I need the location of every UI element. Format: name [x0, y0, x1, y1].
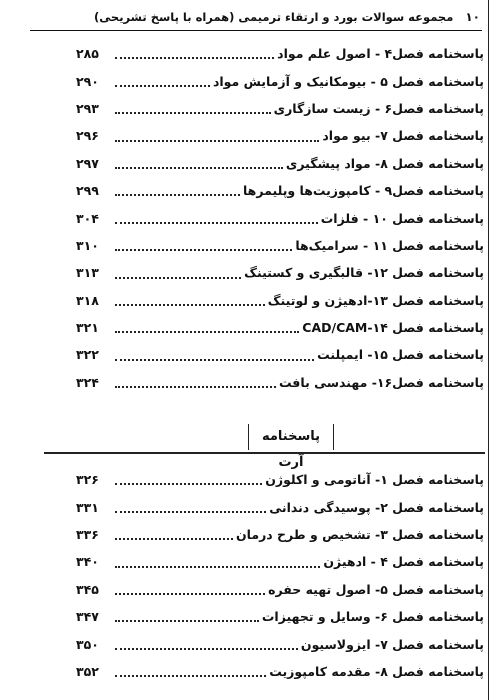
toc-entry-label: پاسخنامه فصل۴ - اصول علم مواد — [277, 46, 484, 62]
toc-entry-label: پاسخنامه فصل ۶- وسایل و تجهیزات — [261, 609, 484, 625]
toc-entry-label: پاسخنامه فصل ۷- ایزولاسیون — [300, 636, 484, 652]
toc-entry[interactable] — [76, 150, 484, 177]
toc-entry-page-number: ۳۴۰ — [76, 554, 99, 570]
toc-entry-label: پاسخنامه فصل ۱۱ - سرامیک‌ها — [295, 237, 484, 253]
toc-entry[interactable] — [76, 40, 484, 67]
toc-entry-page-number: ۲۹۶ — [76, 128, 99, 144]
dot-leader — [115, 85, 210, 87]
dot-leader — [115, 331, 299, 333]
toc-entry-page-number: ۳۳۱ — [76, 499, 99, 515]
toc-entry[interactable] — [76, 95, 484, 122]
toc-entry[interactable] — [76, 576, 484, 603]
dot-leader — [115, 675, 266, 677]
toc-entry[interactable] — [76, 521, 484, 548]
toc-entry-page-number: ۳۲۱ — [76, 320, 99, 336]
toc-entry-label: پاسخنامه فصل ۵- اصول تهیه حفره — [268, 581, 484, 597]
page-edge-line — [488, 0, 489, 700]
toc-entry-label: پاسخنامه فصل۱۶- مهندسی بافت — [278, 374, 484, 390]
toc-entry-label: پاسخنامه فصل ۸- مواد پیشگیری — [285, 155, 484, 171]
toc-entry-page-number: ۳۴۷ — [76, 609, 99, 625]
toc-entry-label: پاسخنامه فصل ۱۰ - فلزات — [320, 210, 484, 226]
toc-entry[interactable] — [76, 177, 484, 204]
toc-entry-page-number: ۳۱۳ — [76, 265, 99, 281]
toc-entry-label: پاسخنامه فصل ۸- مقدمه کامپوزیت — [269, 663, 484, 679]
toc-entry-page-number: ۲۹۰ — [76, 73, 99, 89]
dot-leader — [115, 538, 233, 540]
dot-leader — [115, 222, 318, 224]
toc-entry[interactable] — [76, 67, 484, 94]
dot-leader — [115, 593, 265, 595]
toc-entry[interactable] — [76, 603, 484, 630]
dot-leader — [115, 140, 319, 142]
toc-entry-page-number: ۲۹۳ — [76, 100, 99, 116]
toc-entry-page-number: ۳۲۶ — [76, 472, 99, 488]
page-header — [30, 6, 482, 31]
dot-leader — [115, 57, 274, 59]
dot-leader — [115, 277, 241, 279]
header-page-number: ۱۰ — [465, 10, 480, 24]
toc-section-art — [76, 466, 484, 685]
toc-entry-page-number: ۲۸۵ — [76, 46, 99, 62]
toc-entry[interactable] — [76, 658, 484, 685]
toc-entry-page-number: ۳۲۲ — [76, 347, 99, 363]
toc-entry-label: پاسخنامه فصل ۱۵- ایمپلنت — [317, 347, 484, 363]
toc-entry[interactable] — [76, 232, 484, 259]
toc-entry[interactable] — [76, 630, 484, 657]
dot-leader — [115, 359, 314, 361]
toc-entry-page-number: ۳۵۰ — [76, 636, 99, 652]
toc-entry-label: پاسخنامه فصل ۱۳-ادهیژن و لوتینگ — [267, 292, 484, 308]
toc-entry-page-number: ۳۲۴ — [76, 374, 99, 390]
toc-entry-page-number: ۲۹۷ — [76, 155, 99, 171]
section-divider — [44, 452, 485, 454]
header-title: مجموعه سوالات بورد و ارتقاء ترمیمی (همراه با پاسخ تشریحی) — [94, 10, 454, 24]
toc-entry[interactable] — [76, 259, 484, 286]
toc-entry-page-number: ۳۴۵ — [76, 581, 99, 597]
dot-leader — [115, 249, 292, 251]
dot-leader — [115, 620, 259, 622]
toc-entry-label: پاسخنامه فصل ۱۲- قالبگیری و کستینگ — [244, 265, 484, 281]
dot-leader — [115, 483, 262, 485]
toc-entry[interactable] — [76, 493, 484, 520]
toc-entry-label: پاسخنامه فصل ۷- بیو مواد — [322, 128, 484, 144]
toc-entry[interactable] — [76, 369, 484, 396]
toc-entry-page-number: ۳۰۴ — [76, 210, 99, 226]
toc-entry[interactable] — [76, 122, 484, 149]
dot-leader — [115, 167, 283, 169]
toc-entry-label: پاسخنامه فصل CAD/CAM-۱۴ — [302, 320, 484, 336]
toc-entry-label: پاسخنامه فصل۹ - کامپوزیت‌ها وپلیمرها — [242, 183, 484, 199]
toc-entry-label: پاسخنامه فصل ۲- پوسیدگی دندانی — [269, 499, 484, 515]
toc-entry-label: پاسخنامه فصل ۳- تشخیص و طرح درمان — [235, 526, 484, 542]
toc-entry-page-number: ۳۱۸ — [76, 292, 99, 308]
toc-entry[interactable] — [76, 341, 484, 368]
toc-entry-label: پاسخنامه فصل ۵ - بیومکانیک و آزمایش مواد — [212, 73, 484, 89]
toc-entry[interactable] — [76, 548, 484, 575]
dot-leader — [115, 511, 266, 513]
toc-entry[interactable] — [76, 287, 484, 314]
dot-leader — [115, 112, 271, 114]
toc-entry[interactable] — [76, 466, 484, 493]
toc-section-materials — [76, 40, 484, 396]
section-heading-art — [30, 424, 485, 470]
toc-entry[interactable] — [76, 204, 484, 231]
dot-leader — [115, 194, 240, 196]
dot-leader — [115, 386, 276, 388]
toc-entry-label: پاسخنامه فصل ۱- آناتومی و اکلوژن — [265, 472, 484, 488]
toc-entry-page-number: ۳۱۰ — [76, 237, 99, 253]
dot-leader — [115, 566, 320, 568]
dot-leader — [115, 304, 265, 306]
toc-entry-page-number: ۲۹۹ — [76, 183, 99, 199]
toc-entry-label: پاسخنامه فصل۶ - زیست سازگاری — [273, 100, 484, 116]
toc-entry-label: پاسخنامه فصل ۴ - ادهیژن — [323, 554, 484, 570]
dot-leader — [115, 648, 298, 650]
section-title: پاسخنامه آرت — [248, 424, 334, 450]
toc-entry[interactable] — [76, 314, 484, 341]
toc-entry-page-number: ۳۳۶ — [76, 526, 99, 542]
toc-entry-page-number: ۳۵۲ — [76, 663, 99, 679]
